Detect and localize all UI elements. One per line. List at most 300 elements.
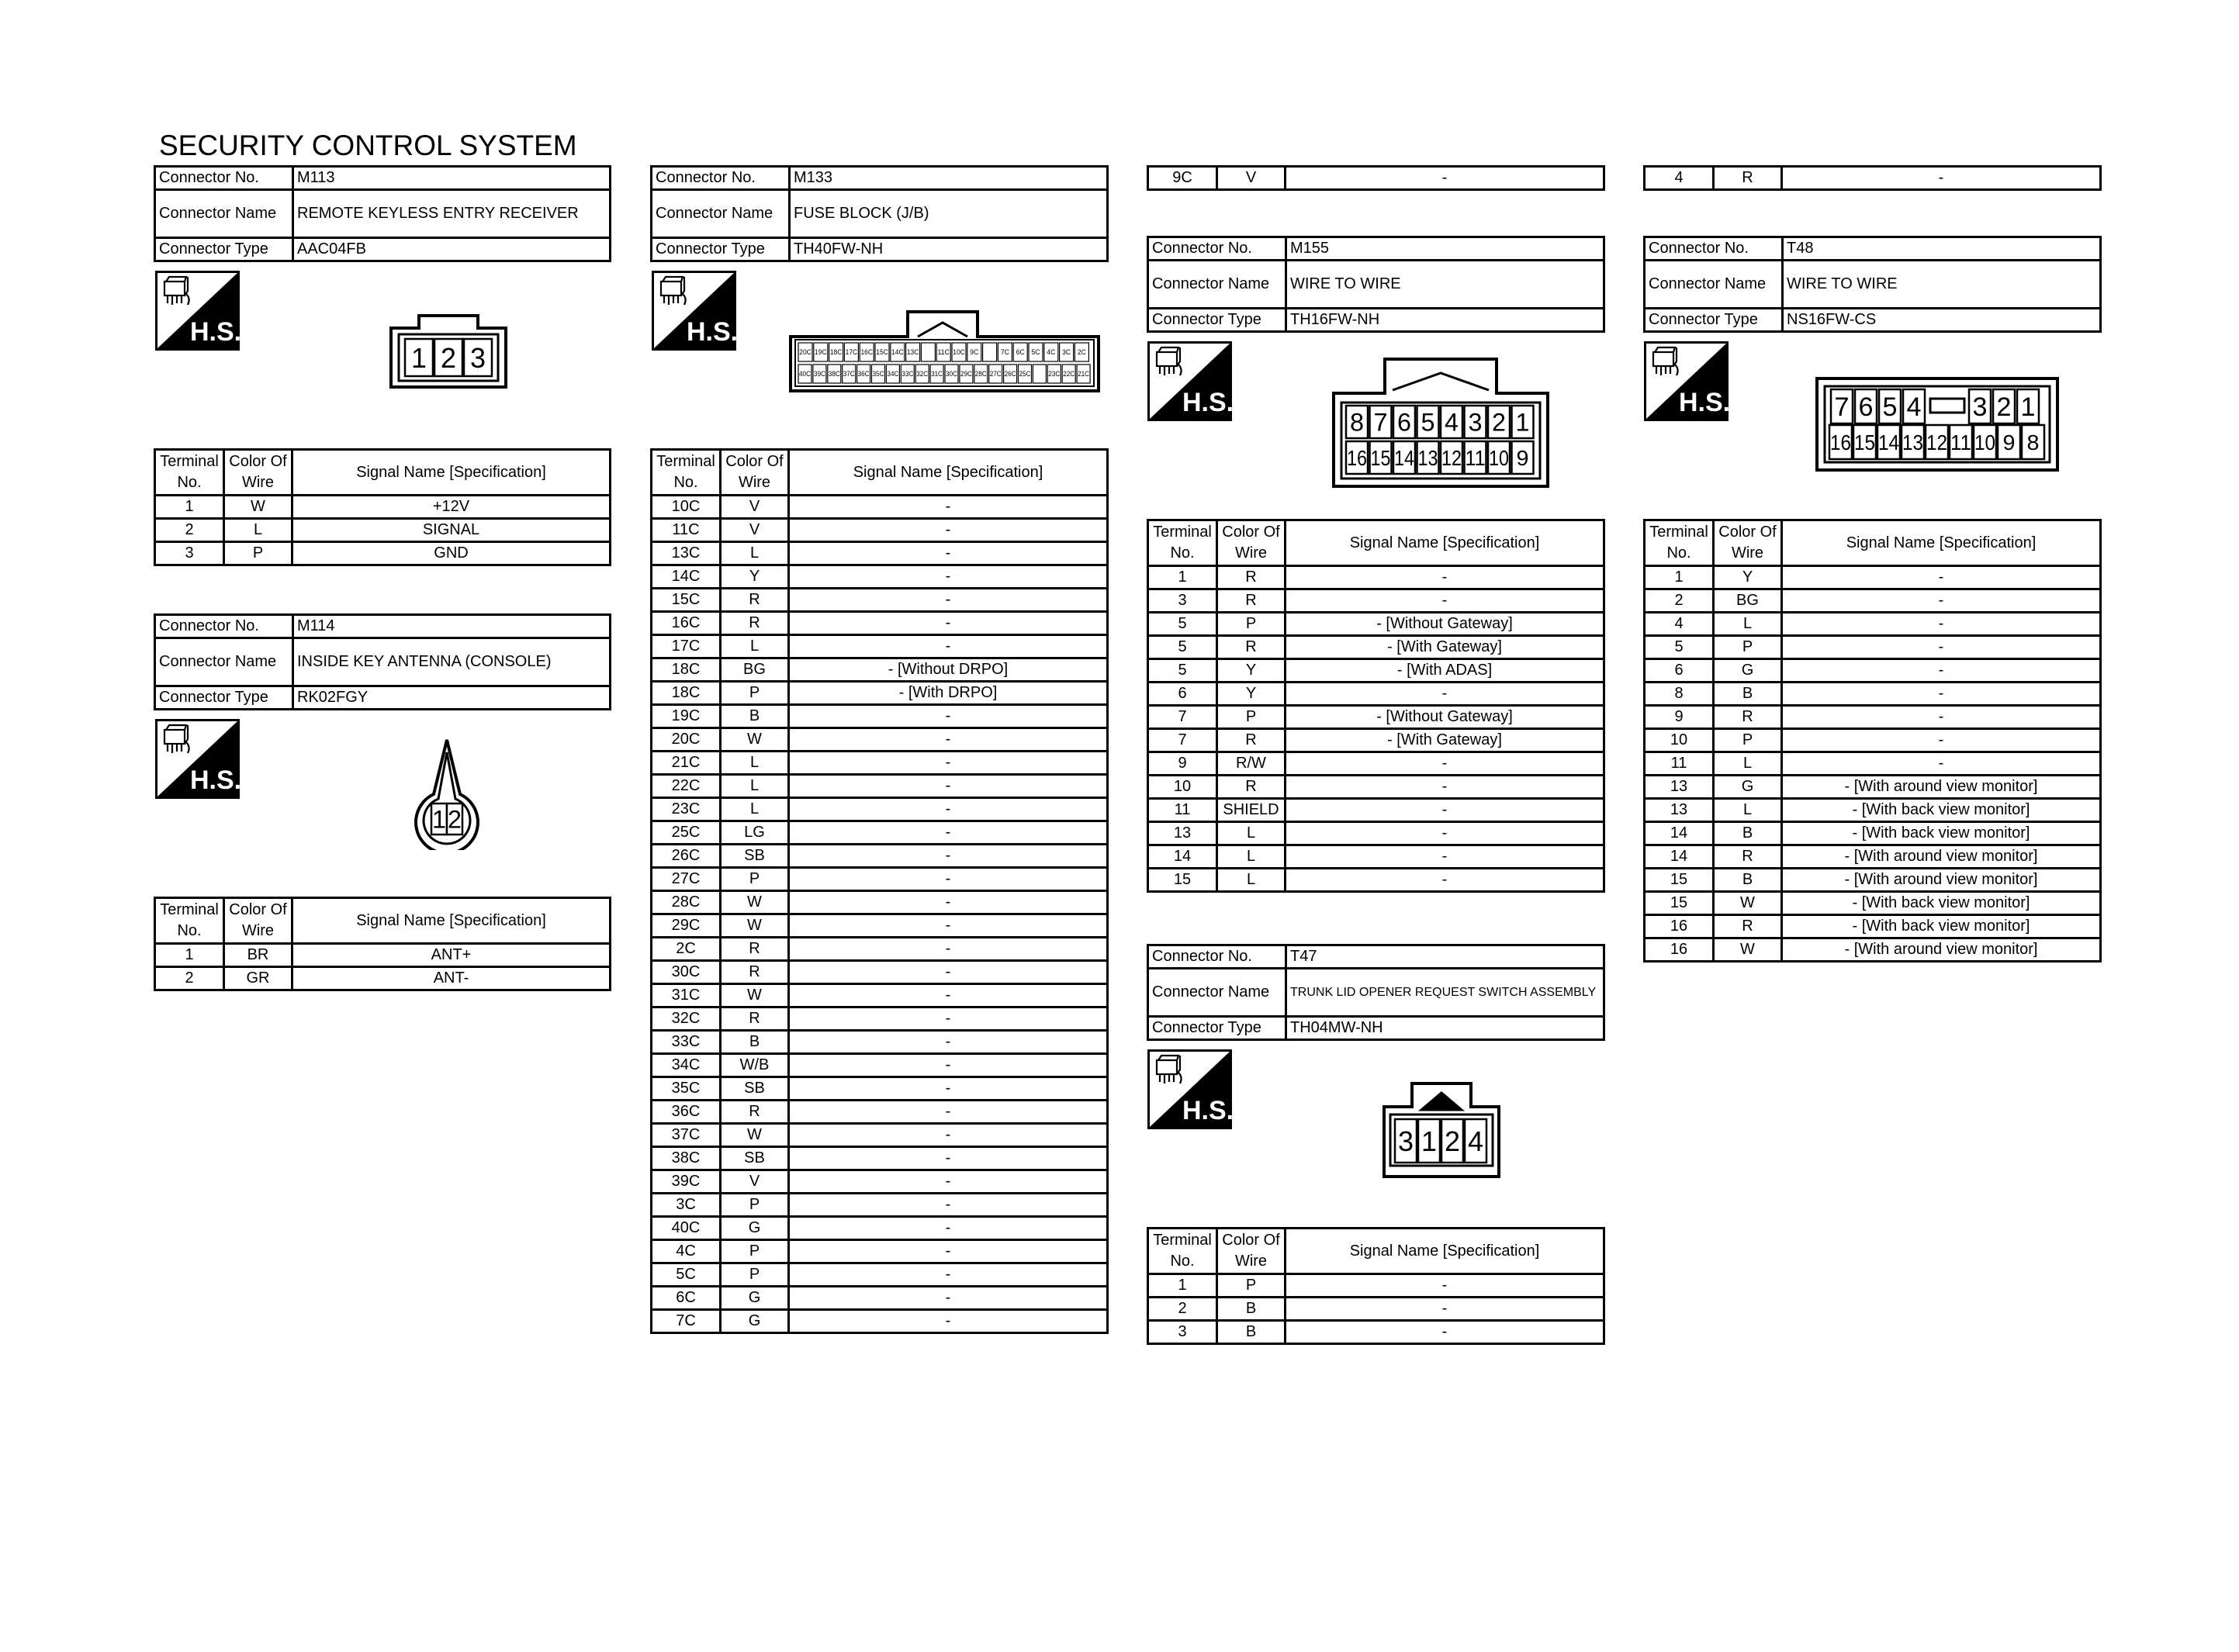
table-row: [652, 1007, 1108, 1031]
terminal-no-cell: 1: [1645, 566, 1714, 589]
terminal-no-cell: 1: [1148, 1274, 1217, 1298]
hs-harness-side-icon: [155, 719, 240, 799]
signal-name-cell: -: [1286, 683, 1604, 706]
wire-color-cell: P: [721, 1240, 789, 1263]
wire-color-cell: V: [721, 519, 789, 542]
terminal-no-cell: 20C: [652, 728, 721, 752]
wire-color-cell: L: [1714, 799, 1782, 822]
pin-label: 2: [448, 805, 462, 834]
wire-color-cell: Y: [1714, 566, 1782, 589]
table-row: [652, 1287, 1108, 1310]
terminal-no-header: Terminal No.: [652, 450, 721, 496]
signal-name-cell: - [With ADAS]: [1286, 659, 1604, 683]
terminal-no-cell: 10C: [652, 496, 721, 519]
m114-pins: [431, 804, 462, 835]
pin-label: 6: [1397, 408, 1411, 437]
terminal-no-cell: 2: [1645, 589, 1714, 613]
table-row: [1645, 659, 2101, 683]
table-row: [1645, 613, 2101, 636]
signal-name-cell: - [With back view monitor]: [1782, 915, 2101, 938]
wire-color-cell: L: [1714, 752, 1782, 776]
terminal-no-cell: 1: [155, 496, 224, 519]
table-row: [652, 961, 1108, 984]
pin-label: 13: [1902, 430, 1923, 455]
wire-color-cell: Y: [1217, 659, 1286, 683]
signal-name-cell: -: [1782, 659, 2101, 683]
table-row: [1148, 636, 1604, 659]
pin-label: 3: [1972, 392, 1988, 423]
terminal-no-cell: 30C: [652, 961, 721, 984]
wire-color-cell: L: [1714, 613, 1782, 636]
pin-label: 15: [1370, 446, 1391, 471]
terminal-no-cell: 7: [1148, 706, 1217, 729]
table-row: [652, 658, 1108, 682]
table-row: [652, 1101, 1108, 1124]
table-row: [1148, 776, 1604, 799]
table-row: [1645, 752, 2101, 776]
pin-label: 36C: [857, 370, 870, 378]
signal-name-cell: -: [1782, 636, 2101, 659]
signal-name-cell: -: [789, 612, 1108, 635]
pin-label: 11C: [937, 348, 950, 357]
pin-label: 33C: [901, 370, 914, 378]
connector-name-label: Connector Name: [155, 190, 293, 238]
table-row: [1148, 613, 1604, 636]
signal-name-cell: -: [1286, 1274, 1604, 1298]
signal-name-cell: - [Without Gateway]: [1286, 706, 1604, 729]
table-row: [1148, 869, 1604, 892]
color-of-wire-header: Color Of Wire: [1217, 1229, 1286, 1274]
table-row: [652, 891, 1108, 914]
signal-name-cell: -: [1286, 752, 1604, 776]
m114-connector-type: RK02FGY: [293, 686, 611, 710]
signal-name-cell: -: [789, 542, 1108, 565]
wire-color-cell: R/W: [1217, 752, 1286, 776]
color-of-wire-header: Color Of Wire: [721, 450, 789, 496]
terminal-no-cell: 28C: [652, 891, 721, 914]
pin-label: 21C: [1078, 370, 1090, 378]
m155-continuation-table: [1643, 165, 2102, 191]
terminal-no-cell: 2: [155, 519, 224, 542]
terminal-no-cell: 1: [155, 944, 224, 967]
pin-label: 1: [1515, 408, 1530, 437]
pin-label: 38C: [828, 370, 841, 378]
signal-name-cell: -: [789, 1240, 1108, 1263]
terminal-no-cell: 11: [1148, 799, 1217, 822]
signal-name-cell: -: [789, 705, 1108, 728]
wire-color-cell: P: [721, 682, 789, 705]
table-row: [652, 1170, 1108, 1194]
signal-name-cell: -: [1286, 776, 1604, 799]
signal-name-cell: SIGNAL: [292, 519, 611, 542]
table-row: [1645, 869, 2101, 892]
terminal-no-cell: 36C: [652, 1101, 721, 1124]
m155-terminal-table: [1147, 519, 1605, 893]
pin-label: 7: [1373, 408, 1388, 437]
table-row: [652, 565, 1108, 589]
connector-no-label: Connector No.: [1148, 237, 1286, 261]
terminal-no-cell: 10: [1148, 776, 1217, 799]
signal-name-cell: GND: [292, 542, 611, 565]
table-row: [1645, 776, 2101, 799]
signal-name-cell: - [Without Gateway]: [1286, 613, 1604, 636]
pin-label: 27C: [989, 370, 1002, 378]
signal-name-cell: -: [1286, 566, 1604, 589]
signal-name-cell: +12V: [292, 496, 611, 519]
m114-connector-diagram: [406, 737, 488, 850]
terminal-no-cell: 2: [155, 967, 224, 990]
pin-label: 9C: [970, 348, 979, 357]
pin-label: 18C: [829, 348, 843, 357]
wire-color-cell: W: [721, 728, 789, 752]
signal-name-cell: -: [1286, 589, 1604, 613]
m113-connector-diagram: [388, 313, 509, 390]
table-row: [652, 1240, 1108, 1263]
signal-name-cell: -: [789, 961, 1108, 984]
pin-label: 2: [1492, 408, 1506, 437]
table-row: [1645, 822, 2101, 845]
m133-info-table: [650, 165, 1109, 262]
signal-name-cell: -: [789, 1007, 1108, 1031]
signal-name-cell: -: [789, 565, 1108, 589]
pin-label: 8: [2026, 430, 2040, 455]
signal-name-cell: -: [789, 1287, 1108, 1310]
signal-name-cell: - [With around view monitor]: [1782, 845, 2101, 869]
table-row: [1148, 1321, 1604, 1344]
pin-label: 16: [1347, 446, 1367, 471]
pin-label: 22C: [1063, 370, 1075, 378]
table-row: [155, 967, 611, 990]
terminal-no-cell: 11C: [652, 519, 721, 542]
terminal-no-cell: 16: [1645, 938, 1714, 962]
pin-label: 20C: [799, 348, 812, 357]
pin-label: 19C: [815, 348, 828, 357]
wire-color-cell: R: [1714, 706, 1782, 729]
connector-name-label: Connector Name: [1148, 969, 1286, 1017]
hs-harness-side-icon: [1147, 1049, 1232, 1129]
terminal-no-cell: 4: [1645, 167, 1714, 190]
pin-label: 4: [1468, 1125, 1483, 1157]
signal-name-cell: - [With around view monitor]: [1782, 776, 2101, 799]
connector-type-label: Connector Type: [1148, 1017, 1286, 1040]
signal-name-cell: -: [1782, 729, 2101, 752]
pin-label: 8: [1350, 408, 1364, 437]
color-of-wire-header: Color Of Wire: [1714, 520, 1782, 566]
wire-color-cell: L: [1217, 869, 1286, 892]
terminal-no-cell: 3: [1148, 589, 1217, 613]
terminal-no-cell: 13: [1148, 822, 1217, 845]
signal-name-cell: - [With back view monitor]: [1782, 799, 2101, 822]
wire-color-cell: V: [721, 496, 789, 519]
terminal-no-cell: 4: [1645, 613, 1714, 636]
signal-name-cell: -: [789, 984, 1108, 1007]
signal-name-cell: -: [1286, 869, 1604, 892]
color-of-wire-header: Color Of Wire: [224, 898, 292, 944]
wire-color-cell: B: [1217, 1321, 1286, 1344]
table-row: [652, 1031, 1108, 1054]
pin-label: 17C: [845, 348, 858, 357]
key-slot: [1930, 399, 1964, 413]
table-row: [1645, 683, 2101, 706]
signal-name-cell: -: [789, 1147, 1108, 1170]
table-row: [652, 1217, 1108, 1240]
terminal-no-cell: 9C: [1148, 167, 1217, 190]
hs-label: H.S.: [686, 317, 736, 347]
table-row: [1645, 845, 2101, 869]
signal-name-cell: - [Without DRPO]: [789, 658, 1108, 682]
m155-connector-name: WIRE TO WIRE: [1286, 261, 1604, 309]
pin-label: 31C: [931, 370, 943, 378]
signal-name-header: Signal Name [Specification]: [1286, 1229, 1604, 1274]
signal-name-cell: -: [1782, 706, 2101, 729]
table-row: [1148, 729, 1604, 752]
pin-label: 2: [441, 341, 456, 374]
terminal-no-cell: 37C: [652, 1124, 721, 1147]
wire-color-cell: P: [1217, 706, 1286, 729]
pin-label: 11: [1950, 430, 1971, 455]
pin-label: 9: [2002, 430, 2016, 455]
wire-color-cell: R: [1217, 729, 1286, 752]
pin-label: 25C: [1019, 370, 1031, 378]
t48-pins: [1829, 389, 2044, 459]
page-title: SECURITY CONTROL SYSTEM: [159, 130, 577, 161]
table-row: [1645, 892, 2101, 915]
signal-name-cell: -: [789, 519, 1108, 542]
terminal-no-cell: 14C: [652, 565, 721, 589]
connector-no-label: Connector No.: [1645, 237, 1783, 261]
connector-name-label: Connector Name: [1645, 261, 1783, 309]
wire-color-cell: B: [721, 1031, 789, 1054]
wire-color-cell: V: [1217, 167, 1286, 190]
pin-label: 16: [1830, 430, 1851, 455]
table-row: [652, 1147, 1108, 1170]
terminal-no-cell: 7C: [652, 1310, 721, 1333]
table-row: [1645, 167, 2101, 190]
signal-name-cell: -: [1782, 683, 2101, 706]
pin-label: 12: [1441, 446, 1462, 471]
wire-color-cell: BR: [224, 944, 292, 967]
m133-terminal-table: [650, 448, 1109, 1334]
terminal-no-cell: 18C: [652, 682, 721, 705]
terminal-no-cell: 13: [1645, 799, 1714, 822]
table-row: [1148, 845, 1604, 869]
signal-name-cell: - [With Gateway]: [1286, 636, 1604, 659]
wire-color-cell: B: [1714, 683, 1782, 706]
m113-pins: [405, 339, 492, 376]
table-row: [652, 1310, 1108, 1333]
pin-label: 32C: [916, 370, 929, 378]
terminal-no-cell: 13: [1645, 776, 1714, 799]
terminal-no-cell: 9: [1645, 706, 1714, 729]
pin-label: 3: [470, 341, 486, 374]
hs-harness-side-icon: [155, 271, 240, 351]
table-row: [652, 938, 1108, 961]
pin-label: 1: [1421, 1125, 1437, 1157]
wire-color-cell: P: [224, 542, 292, 565]
wire-color-cell: L: [721, 775, 789, 798]
wire-color-cell: P: [1714, 729, 1782, 752]
terminal-no-cell: 18C: [652, 658, 721, 682]
terminal-no-cell: 15C: [652, 589, 721, 612]
terminal-no-cell: 39C: [652, 1170, 721, 1194]
wire-color-cell: W: [224, 496, 292, 519]
signal-name-cell: -: [1286, 822, 1604, 845]
signal-name-cell: -: [1286, 167, 1604, 190]
signal-name-cell: -: [789, 1031, 1108, 1054]
wire-color-cell: W/B: [721, 1054, 789, 1077]
signal-name-cell: -: [789, 1170, 1108, 1194]
wire-color-cell: G: [721, 1310, 789, 1333]
pin-label: 1: [2020, 392, 2036, 423]
signal-name-header: Signal Name [Specification]: [1286, 520, 1604, 566]
wire-color-cell: SHIELD: [1217, 799, 1286, 822]
t48-connector-no: T48: [1783, 237, 2101, 261]
wire-color-cell: R: [721, 589, 789, 612]
signal-name-cell: -: [1782, 613, 2101, 636]
pin-label: 7: [1834, 392, 1850, 423]
t48-info-table: [1643, 236, 2102, 333]
table-row: [652, 1194, 1108, 1217]
wire-color-cell: L: [721, 798, 789, 821]
pin-label: 28C: [974, 370, 988, 378]
t47-info-table: [1147, 944, 1605, 1041]
terminal-no-cell: 5: [1148, 659, 1217, 683]
pin-label: 3: [1398, 1125, 1414, 1157]
terminal-no-cell: 25C: [652, 821, 721, 845]
hs-label: H.S.: [1678, 388, 1729, 417]
t48-connector-diagram: [1814, 375, 2061, 473]
wire-color-cell: R: [721, 612, 789, 635]
hs-harness-side-icon: [652, 271, 736, 351]
wire-color-cell: R: [1714, 167, 1782, 190]
hs-harness-side-icon: [1644, 341, 1729, 421]
wire-color-cell: B: [1714, 869, 1782, 892]
table-row: [652, 914, 1108, 938]
signal-name-cell: -: [789, 914, 1108, 938]
pin-label: 14: [1878, 430, 1899, 455]
terminal-no-cell: 16: [1645, 915, 1714, 938]
wire-color-cell: P: [1217, 613, 1286, 636]
connector-no-label: Connector No.: [155, 615, 293, 638]
pin-label: 29C: [960, 370, 973, 378]
signal-name-header: Signal Name [Specification]: [292, 450, 611, 496]
wire-color-cell: Y: [721, 565, 789, 589]
table-row: [652, 542, 1108, 565]
t47-connector-diagram: [1381, 1080, 1502, 1180]
table-row: [1148, 589, 1604, 613]
m133-connector-no: M133: [790, 167, 1108, 190]
terminal-no-cell: 23C: [652, 798, 721, 821]
connector-type-label: Connector Type: [1645, 309, 1783, 332]
pin-cavity: [1033, 365, 1046, 383]
pin-label: 6: [1858, 392, 1874, 423]
m114-connector-name: INSIDE KEY ANTENNA (CONSOLE): [293, 638, 611, 686]
wire-color-cell: G: [1714, 776, 1782, 799]
signal-name-cell: -: [789, 845, 1108, 868]
pin-label: 1: [432, 805, 446, 834]
terminal-no-cell: 2: [1148, 1298, 1217, 1321]
signal-name-cell: -: [789, 938, 1108, 961]
m114-terminal-table: [154, 897, 611, 991]
wire-color-cell: B: [1714, 822, 1782, 845]
pin-label: 4: [1445, 408, 1459, 437]
wire-color-cell: R: [721, 961, 789, 984]
wire-color-cell: B: [721, 705, 789, 728]
terminal-no-cell: 22C: [652, 775, 721, 798]
table-row: [652, 496, 1108, 519]
signal-name-cell: - [With Gateway]: [1286, 729, 1604, 752]
table-row: [1148, 1298, 1604, 1321]
terminal-no-header: Terminal No.: [1645, 520, 1714, 566]
terminal-no-cell: 29C: [652, 914, 721, 938]
wire-color-cell: L: [721, 635, 789, 658]
signal-name-cell: -: [789, 589, 1108, 612]
wire-color-cell: R: [721, 938, 789, 961]
signal-name-cell: -: [1286, 845, 1604, 869]
pin-label: 4C: [1047, 348, 1056, 357]
wire-color-cell: L: [721, 542, 789, 565]
signal-name-cell: -: [1782, 566, 2101, 589]
m113-connector-no: M113: [293, 167, 611, 190]
wire-color-cell: W: [721, 914, 789, 938]
terminal-no-cell: 6C: [652, 1287, 721, 1310]
signal-name-cell: -: [789, 728, 1108, 752]
wire-color-cell: W: [721, 891, 789, 914]
table-row: [652, 798, 1108, 821]
table-row: [1148, 706, 1604, 729]
terminal-no-cell: 17C: [652, 635, 721, 658]
terminal-no-cell: 6: [1148, 683, 1217, 706]
wire-color-cell: R: [1217, 776, 1286, 799]
terminal-no-cell: 14: [1148, 845, 1217, 869]
terminal-no-cell: 15: [1645, 869, 1714, 892]
terminal-no-cell: 5: [1645, 636, 1714, 659]
signal-name-cell: -: [789, 868, 1108, 891]
wire-color-cell: BG: [1714, 589, 1782, 613]
terminal-no-cell: 10: [1645, 729, 1714, 752]
table-row: [1645, 636, 2101, 659]
terminal-no-cell: 3: [1148, 1321, 1217, 1344]
signal-name-cell: -: [1782, 752, 2101, 776]
color-of-wire-header: Color Of Wire: [224, 450, 292, 496]
signal-name-header: Signal Name [Specification]: [292, 898, 611, 944]
m133-connector-diagram: [787, 309, 1102, 394]
table-row: [652, 845, 1108, 868]
t47-terminal-table: [1147, 1227, 1605, 1345]
signal-name-cell: -: [789, 1101, 1108, 1124]
wire-color-cell: R: [721, 1007, 789, 1031]
signal-name-cell: -: [789, 1054, 1108, 1077]
wire-color-cell: R: [1217, 636, 1286, 659]
signal-name-cell: ANT-: [292, 967, 611, 990]
pin-label: 15: [1854, 430, 1875, 455]
wire-color-cell: BG: [721, 658, 789, 682]
pin-label: 23C: [1048, 370, 1061, 378]
pin-label: 26C: [1004, 370, 1017, 378]
m113-connector-name: REMOTE KEYLESS ENTRY RECEIVER: [293, 190, 611, 238]
terminal-no-cell: 38C: [652, 1147, 721, 1170]
wire-color-cell: Y: [1217, 683, 1286, 706]
terminal-no-cell: 33C: [652, 1031, 721, 1054]
pin-label: 37C: [843, 370, 856, 378]
pin-label: 6C: [1016, 348, 1026, 357]
pin-label: 12: [1926, 430, 1947, 455]
pin-label: 5: [1421, 408, 1435, 437]
m114-connector-no: M114: [293, 615, 611, 638]
terminal-no-cell: 40C: [652, 1217, 721, 1240]
signal-name-cell: - [With around view monitor]: [1782, 869, 2101, 892]
wire-color-cell: W: [1714, 938, 1782, 962]
